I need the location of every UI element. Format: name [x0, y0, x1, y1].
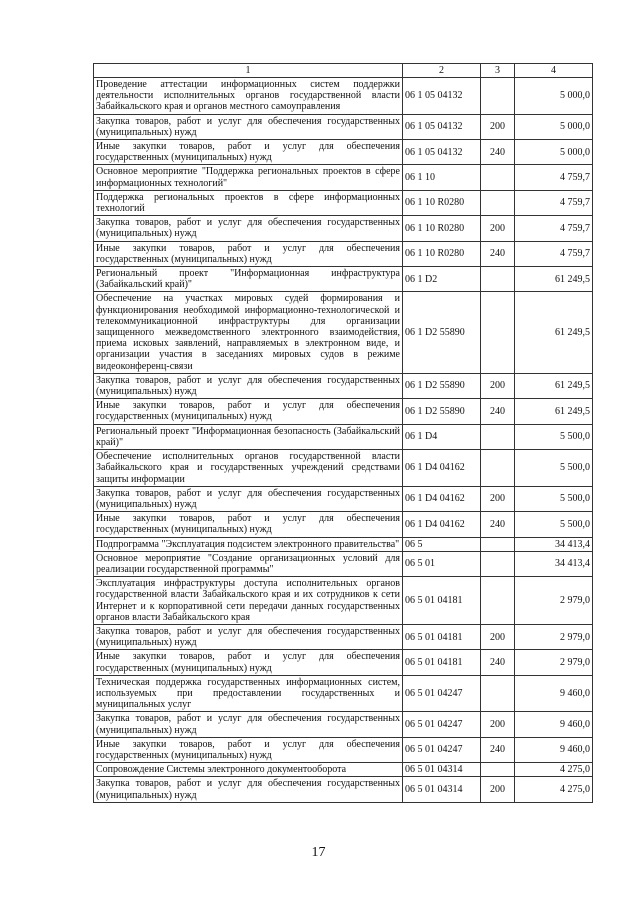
row-code-cell: 06 1 10 R0280 — [403, 241, 481, 266]
table-header-row — [94, 64, 593, 78]
row-expense-type-cell: 240 — [481, 399, 515, 424]
row-code-cell: 06 1 10 R0280 — [403, 190, 481, 215]
row-sum-cell: 61 249,5 — [515, 292, 593, 373]
row-sum-cell: 5 500,0 — [515, 450, 593, 487]
row-code-cell: 06 5 — [403, 537, 481, 551]
row-sum-cell: 2 979,0 — [515, 624, 593, 649]
row-code-cell: 06 1 D2 55890 — [403, 399, 481, 424]
table-row — [94, 424, 593, 449]
header-cell-name: 1 — [94, 64, 403, 78]
table-row — [94, 241, 593, 266]
table-row — [94, 165, 593, 190]
row-sum-cell: 9 460,0 — [515, 712, 593, 737]
row-name-cell: Иные закупки товаров, работ и услуг для обеспечения государственных (муниципальных) нужд — [94, 140, 403, 165]
row-expense-type-cell — [481, 165, 515, 190]
row-name-cell: Региональный проект "Информационная безопасность (Забайкальский край)" — [94, 424, 403, 449]
row-name-cell: Сопровождение Системы электронного документооборота — [94, 763, 403, 777]
row-sum-cell: 5 500,0 — [515, 486, 593, 511]
table-row — [94, 78, 593, 115]
row-expense-type-cell — [481, 577, 515, 625]
row-sum-cell: 61 249,5 — [515, 267, 593, 292]
table-row — [94, 450, 593, 487]
row-expense-type-cell — [481, 78, 515, 115]
row-name-cell: Иные закупки товаров, работ и услуг для обеспечения государственных (муниципальных) нужд — [94, 737, 403, 762]
row-expense-type-cell: 200 — [481, 373, 515, 398]
row-sum-cell: 5 000,0 — [515, 78, 593, 115]
table-row — [94, 712, 593, 737]
budget-table — [93, 63, 593, 803]
row-name-cell: Иные закупки товаров, работ и услуг для обеспечения государственных (муниципальных) нужд — [94, 650, 403, 675]
row-expense-type-cell — [481, 450, 515, 487]
row-code-cell: 06 1 D4 04162 — [403, 450, 481, 487]
table-row — [94, 512, 593, 537]
row-code-cell: 06 5 01 04181 — [403, 577, 481, 625]
row-code-cell: 06 1 10 R0280 — [403, 216, 481, 241]
row-sum-cell: 9 460,0 — [515, 737, 593, 762]
row-name-cell: Основное мероприятие "Создание организационных условий для реализации государственной программы" — [94, 551, 403, 576]
row-code-cell: 06 5 01 04181 — [403, 624, 481, 649]
row-expense-type-cell — [481, 424, 515, 449]
row-expense-type-cell: 200 — [481, 777, 515, 802]
row-sum-cell: 9 460,0 — [515, 675, 593, 712]
row-expense-type-cell: 240 — [481, 650, 515, 675]
table-row — [94, 486, 593, 511]
row-name-cell: Закупка товаров, работ и услуг для обеспечения государственных (муниципальных) нужд — [94, 486, 403, 511]
table-row — [94, 399, 593, 424]
table-row — [94, 537, 593, 551]
row-name-cell: Закупка товаров, работ и услуг для обеспечения государственных (муниципальных) нужд — [94, 624, 403, 649]
row-code-cell: 06 1 05 04132 — [403, 140, 481, 165]
row-name-cell: Закупка товаров, работ и услуг для обеспечения государственных (муниципальных) нужд — [94, 216, 403, 241]
row-name-cell: Иные закупки товаров, работ и услуг для обеспечения государственных (муниципальных) нужд — [94, 399, 403, 424]
table-row — [94, 190, 593, 215]
row-code-cell: 06 1 D2 55890 — [403, 373, 481, 398]
table-row — [94, 216, 593, 241]
row-sum-cell: 4 275,0 — [515, 777, 593, 802]
row-expense-type-cell: 240 — [481, 241, 515, 266]
row-expense-type-cell: 200 — [481, 114, 515, 139]
header-cell-sum: 4 — [515, 64, 593, 78]
row-sum-cell: 4 759,7 — [515, 216, 593, 241]
row-sum-cell: 5 500,0 — [515, 424, 593, 449]
row-name-cell: Закупка товаров, работ и услуг для обеспечения государственных (муниципальных) нужд — [94, 114, 403, 139]
table-row — [94, 114, 593, 139]
table-row — [94, 551, 593, 576]
row-name-cell: Эксплуатация инфраструктуры доступа исполнительных органов государственной власти Забайкальского края и их сотрудников к сети Интернет и к корпоративной сети передачи данных государственных органов власти Забайкальского края — [94, 577, 403, 625]
row-name-cell: Поддержка региональных проектов в сфере информационных технологий — [94, 190, 403, 215]
row-code-cell: 06 5 01 04247 — [403, 675, 481, 712]
row-expense-type-cell: 240 — [481, 512, 515, 537]
page-number: 17 — [311, 845, 326, 860]
row-code-cell: 06 1 D4 — [403, 424, 481, 449]
row-code-cell: 06 1 05 04132 — [403, 78, 481, 115]
row-sum-cell: 61 249,5 — [515, 399, 593, 424]
row-expense-type-cell: 240 — [481, 737, 515, 762]
row-name-cell: Закупка товаров, работ и услуг для обеспечения государственных (муниципальных) нужд — [94, 777, 403, 802]
row-name-cell: Иные закупки товаров, работ и услуг для обеспечения государственных (муниципальных) нужд — [94, 241, 403, 266]
row-sum-cell: 34 413,4 — [515, 551, 593, 576]
table-row — [94, 577, 593, 625]
table-row — [94, 763, 593, 777]
budget-table-body — [94, 64, 593, 803]
row-code-cell: 06 1 D4 04162 — [403, 486, 481, 511]
row-sum-cell: 4 759,7 — [515, 190, 593, 215]
row-expense-type-cell: 200 — [481, 624, 515, 649]
row-name-cell: Проведение аттестации информационных систем поддержки деятельности исполнительных органов государственной власти Забайкальского края и органов местного самоуправления — [94, 78, 403, 115]
row-expense-type-cell — [481, 267, 515, 292]
row-name-cell: Основное мероприятие "Поддержка региональных проектов в сфере информационных технологий" — [94, 165, 403, 190]
row-code-cell: 06 5 01 04314 — [403, 777, 481, 802]
row-sum-cell: 4 759,7 — [515, 241, 593, 266]
table-row — [94, 267, 593, 292]
row-name-cell: Региональный проект "Информационная инфраструктура (Забайкальский край)" — [94, 267, 403, 292]
row-expense-type-cell: 200 — [481, 712, 515, 737]
row-code-cell: 06 5 01 04181 — [403, 650, 481, 675]
row-name-cell: Обеспечение исполнительных органов государственной власти Забайкальского края и государственных учреждений средствами защиты информации — [94, 450, 403, 487]
row-code-cell: 06 5 01 04247 — [403, 737, 481, 762]
row-expense-type-cell — [481, 190, 515, 215]
row-expense-type-cell — [481, 537, 515, 551]
table-row — [94, 737, 593, 762]
row-expense-type-cell: 240 — [481, 140, 515, 165]
row-sum-cell: 2 979,0 — [515, 577, 593, 625]
row-code-cell: 06 1 D2 55890 — [403, 292, 481, 373]
table-row — [94, 650, 593, 675]
row-sum-cell: 5 000,0 — [515, 114, 593, 139]
row-sum-cell: 34 413,4 — [515, 537, 593, 551]
row-code-cell: 06 1 05 04132 — [403, 114, 481, 139]
row-name-cell: Обеспечение на участках мировых судей формирования и функционирования необходимой информационно-технологической и телекоммуникационной инфраструктуры для организации защищенного межведомственного электронного взаимодействия, приема исковых заявлений, направляемых в электронном виде, и организации участия в заседаниях мировых судов в режиме видеоконференц-связи — [94, 292, 403, 373]
table-row — [94, 624, 593, 649]
row-expense-type-cell — [481, 675, 515, 712]
row-name-cell: Подпрограмма "Эксплуатация подсистем электронного правительства" — [94, 537, 403, 551]
row-sum-cell: 4 759,7 — [515, 165, 593, 190]
row-sum-cell: 2 979,0 — [515, 650, 593, 675]
row-sum-cell: 5 000,0 — [515, 140, 593, 165]
table-row — [94, 675, 593, 712]
row-expense-type-cell — [481, 763, 515, 777]
row-name-cell: Техническая поддержка государственных информационных систем, используемых при предоставлении государственных и муниципальных услуг — [94, 675, 403, 712]
row-code-cell: 06 1 10 — [403, 165, 481, 190]
table-row — [94, 140, 593, 165]
row-sum-cell: 4 275,0 — [515, 763, 593, 777]
table-row — [94, 373, 593, 398]
row-sum-cell: 5 500,0 — [515, 512, 593, 537]
header-cell-code: 2 — [403, 64, 481, 78]
table-row — [94, 777, 593, 802]
row-code-cell: 06 5 01 — [403, 551, 481, 576]
row-name-cell: Иные закупки товаров, работ и услуг для обеспечения государственных (муниципальных) нужд — [94, 512, 403, 537]
row-code-cell: 06 1 D4 04162 — [403, 512, 481, 537]
table-row — [94, 292, 593, 373]
row-name-cell: Закупка товаров, работ и услуг для обеспечения государственных (муниципальных) нужд — [94, 373, 403, 398]
row-expense-type-cell: 200 — [481, 216, 515, 241]
row-expense-type-cell — [481, 292, 515, 373]
row-code-cell: 06 5 01 04247 — [403, 712, 481, 737]
row-sum-cell: 61 249,5 — [515, 373, 593, 398]
row-name-cell: Закупка товаров, работ и услуг для обеспечения государственных (муниципальных) нужд — [94, 712, 403, 737]
header-cell-expense-type: 3 — [481, 64, 515, 78]
row-code-cell: 06 1 D2 — [403, 267, 481, 292]
row-code-cell: 06 5 01 04314 — [403, 763, 481, 777]
row-expense-type-cell — [481, 551, 515, 576]
row-expense-type-cell: 200 — [481, 486, 515, 511]
